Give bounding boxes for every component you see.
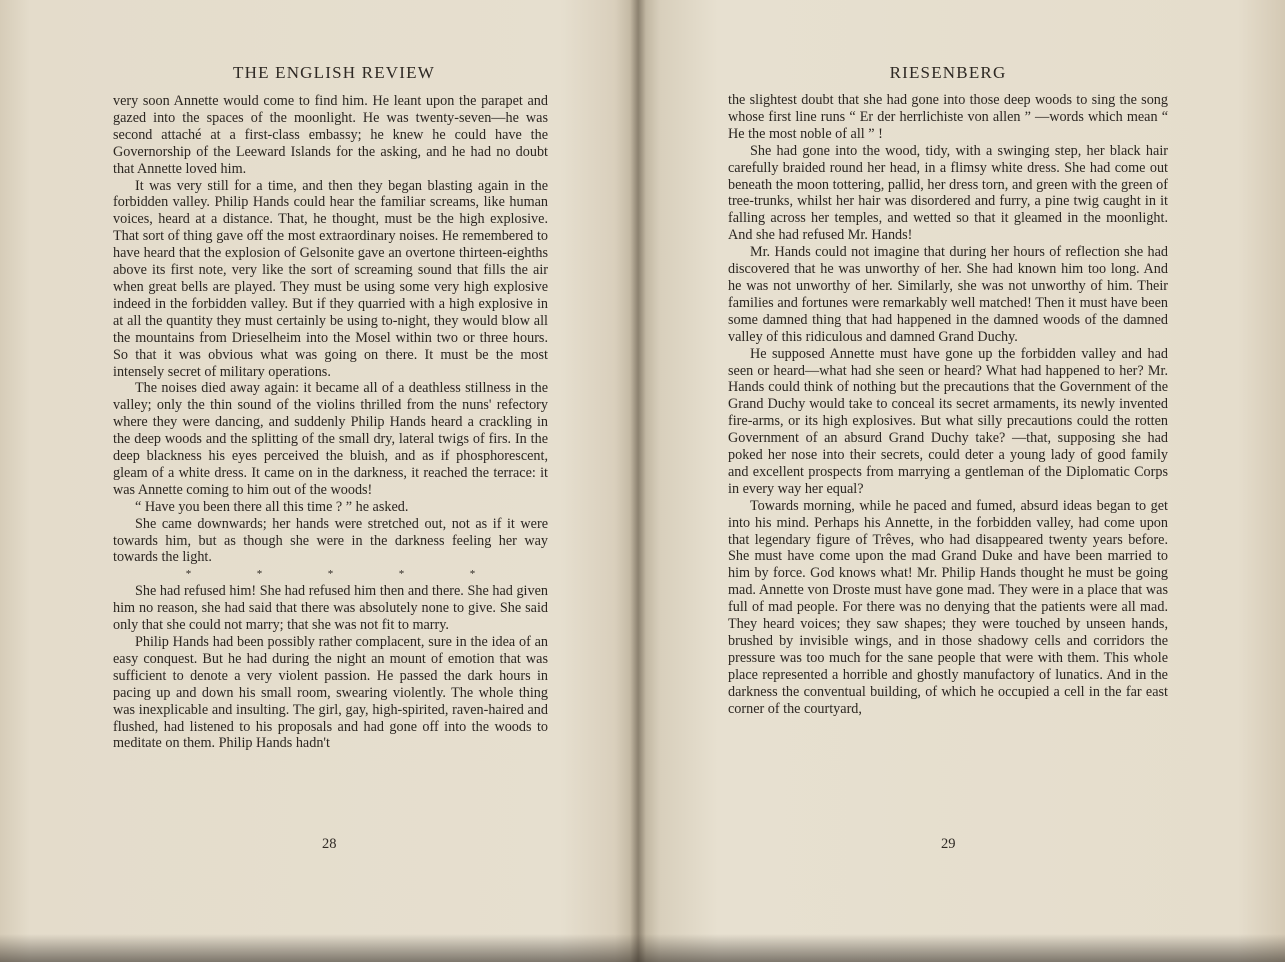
paragraph: She had refused him! She had refused him then and there. She had given him no reason, she had said that there was absolutely none to give. She said only that she could not marry; that she was not fit to marry. — [113, 583, 548, 634]
paragraph: Philip Hands had been possibly rather complacent, sure in the idea of an easy conquest. But he had during the night an mount of emotion that was sufficient to denote a very violent passion. He passed the dark hours in pacing up and down his small room, swearing violently. The whole thing was inexplicable and insulting. The girl, gay, high-spirited, raven-haired and flushed, had listened to his proposals and had gone off into the woods to meditate on them. Philip Hands hadn't — [113, 633, 548, 752]
running-head-right: RIESENBERG — [889, 63, 1007, 82]
paragraph: very soon Annette would come to find him. He leant upon the parapet and gazed into the spaces of the moonlight. He was twenty-seven—he was second attaché at a first-class embassy; he knew he could have the Governorship of the Leeward Islands for the asking, and he had no doubt that Annette loved him. — [113, 93, 548, 177]
right-page — [638, 0, 1285, 962]
book-gutter — [630, 0, 646, 962]
section-break-star: * — [327, 568, 334, 581]
section-break-star: * — [185, 568, 192, 581]
page-bottom-edge — [0, 934, 1285, 962]
right-page-body — [728, 92, 1168, 718]
section-break — [113, 566, 548, 583]
section-break-star: * — [256, 568, 263, 581]
paragraph: She came downwards; her hands were stretched out, not as if it were towards him, but as though she were in the darkness feeling her way towards the light. — [113, 515, 548, 566]
paragraph: He supposed Annette must have gone up the forbidden valley and had seen or heard—what had she seen or heard? What had happened to her? Mr. Hands could think of nothing but the precautions that the Government of the Grand Duchy would take to conceal its secret armaments, its newly invented fire-arms, or its high explosives. But what silly precautions could the rotten Government of an absurd Grand Duchy take? —that, supposing she had poked her nose into their secrets, could deter a young lady of good family and excellent prospects from marrying a gentleman of the Diplomatic Corps in every way her equal? — [728, 345, 1168, 497]
section-break-star: * — [469, 568, 476, 581]
paragraph: the slightest doubt that she had gone into those deep woods to sing the song whose first line runs “ Er der herrlichiste von allen ” —words which mean “ He the most noble of all ” ! — [728, 92, 1168, 142]
page-number-right: 29 — [941, 836, 956, 852]
paragraph: It was very still for a time, and then they began blasting again in the forbidden valley. Philip Hands could hear the familiar screams, like human voices, heard at a distance. That, he thought, must be the high explosive. That sort of thing gave off the most extraordinary noises. He remembered to have heard that the explosion of Gelsonite gave an overtone thirteen-eighths above its first note, very like the sort of screaming sound that fills the air when great bells are played. They must be using some very high explosive indeed in the forbidden valley. But if they quarried with a high explosive in at all the quantity they must certainly be using to-night, they would blow all the mountains from Drieselheim into the Mosel within two or three hours. So that it was obvious what was going on there. It must be the most intensely secret of military operations. — [113, 177, 548, 380]
paragraph: Towards morning, while he paced and fumed, absurd ideas began to get into his mind. Perhaps his Annette, in the forbidden valley, had come upon that legendary figure of Trêves, who had disappeared twenty years before. She must have come upon the mad Grand Duke and have been married to him by force. God knows what! Mr. Philip Hands thought he must be going mad. Annette von Droste must have gone mad. They were in a place that was full of mad people. For there was no denying that the patients were all mad. They heard voices; they saw shapes; they were touched by unseen hands, brushed by invisible wings, and in those shadowy cells and corridors the pressure was too much for the sane people that were with them. This whole place represented a horrible and ghostly manufactory of lunatics. And in the darkness the conventual building, of which he occupied a cell in the far east corner of the courtyard, — [728, 497, 1168, 717]
section-break-star: * — [398, 568, 405, 581]
page-number-left: 28 — [322, 836, 337, 852]
paragraph: She had gone into the wood, tidy, with a swinging step, her black hair carefully braided round her head, in a flimsy white dress. She had come out beneath the moon tottering, pallid, her dress torn, and green with the green of tree-trunks, whilst her hair was disordered and furry, a pine twig caught in it falling across her temples, and wetted so that it gleamed in the moonlight. And she had refused Mr. Hands! — [728, 142, 1168, 244]
paragraph: The noises died away again: it became all of a deathless stillness in the valley; only the thin sound of the violins thrilled from the nuns' refectory where they were dancing, and suddenly Philip Hands heard a crackling in the deep woods and the splitting of the small dry, lateral twigs of firs. In the deep blackness his eyes perceived the bluish, and as if phosphorescent, gleam of a white dress. It came on in the darkness, it reached the terrace: it was Annette coming to him out of the woods! — [113, 380, 548, 498]
left-page-body — [113, 93, 548, 752]
paragraph: Mr. Hands could not imagine that during her hours of reflection she had discovered that he was unworthy of her. She had known him too long. And he was not unworthy of her. Similarly, she was not unworthy of him. Their families and fortunes were remarkably well matched! Then it must have been some damned thing that had happened in the damned woods of the damned valley of this ridiculous and damned Grand Duchy. — [728, 244, 1168, 345]
paragraph: “ Have you been there all this time ? ” he asked. — [135, 498, 409, 515]
left-page — [0, 0, 638, 962]
running-head-left: THE ENGLISH REVIEW — [233, 63, 435, 82]
